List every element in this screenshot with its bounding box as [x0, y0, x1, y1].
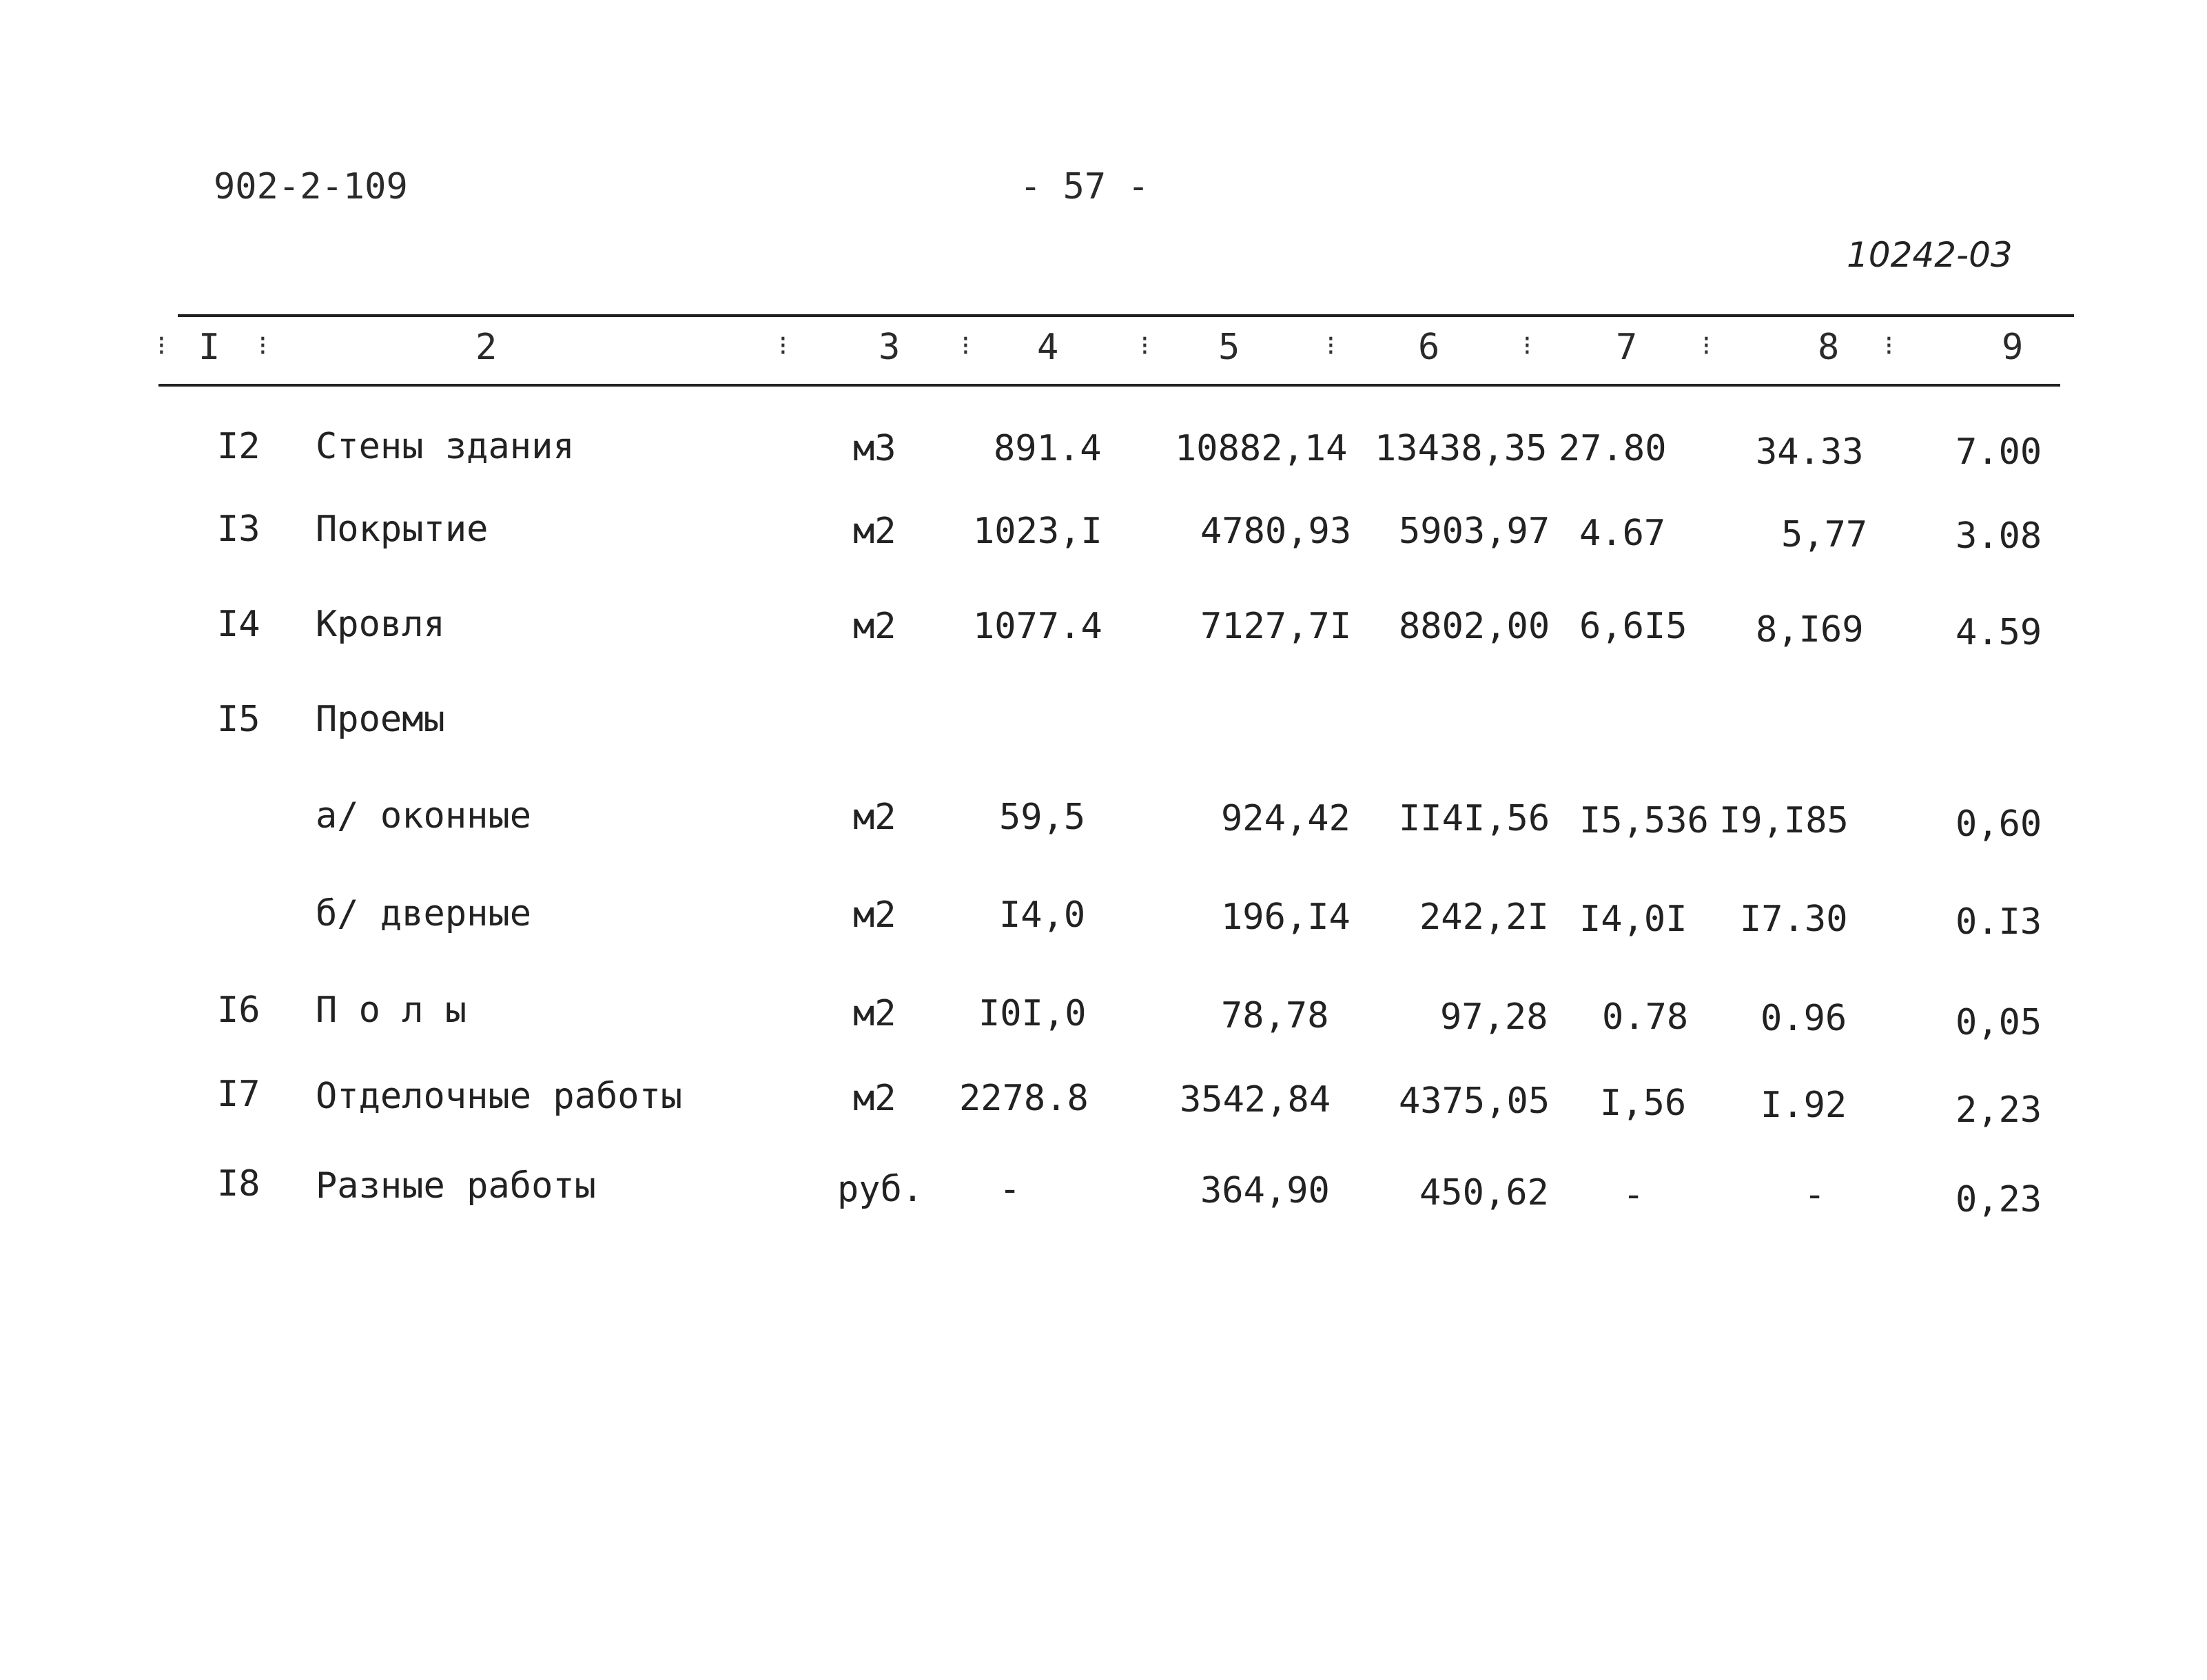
value-col9: 3.08	[1955, 515, 2042, 557]
value-col8: 8,I69	[1756, 609, 1864, 651]
value-col6: 8802,00	[1399, 606, 1550, 647]
value-col7: 27.80	[1559, 428, 1667, 469]
unit: м2	[853, 606, 896, 647]
unit: м2	[853, 797, 896, 838]
value-col4: 1077.4	[973, 606, 1102, 647]
value-col8: I7.30	[1740, 899, 1848, 940]
table-top-rule	[178, 314, 2074, 317]
value-col5: 924,42	[1221, 798, 1351, 839]
col-separator: ⁝	[779, 330, 788, 362]
col-separator: ⁝	[1885, 330, 1893, 362]
value-col8: 5,77	[1781, 514, 1868, 555]
value-col7: 0.78	[1602, 996, 1689, 1038]
document-code: 902-2-109	[214, 166, 408, 207]
col-separator: ⁝	[1326, 330, 1335, 362]
value-col7: 4.67	[1579, 513, 1666, 554]
value-col8: I9,I85	[1719, 800, 1849, 841]
value-col6: 4375,05	[1399, 1080, 1550, 1122]
value-col6: II4I,56	[1399, 798, 1550, 839]
col-header-8: 8	[1818, 327, 1840, 368]
value-col5: 78,78	[1221, 995, 1329, 1036]
unit: м3	[853, 428, 896, 469]
row-number: I2	[217, 426, 260, 467]
value-col8: I.92	[1761, 1085, 1847, 1126]
value-col9: 0,60	[1955, 803, 2042, 845]
archive-stamp-number: 10242-03	[1847, 235, 2013, 275]
value-col5: 364,90	[1200, 1170, 1330, 1211]
item-name: Стены здания	[316, 426, 575, 467]
col-separator: ⁝	[961, 330, 970, 362]
col-header-1: I	[198, 327, 220, 368]
unit: м2	[853, 1078, 896, 1119]
item-name: П о л ы	[316, 990, 467, 1031]
value-col4: -	[999, 1169, 1021, 1210]
col-header-2: 2	[475, 327, 497, 368]
item-name: Разные работы	[316, 1165, 596, 1207]
value-col5: 7127,7I	[1200, 606, 1352, 647]
value-col4: 891.4	[994, 428, 1102, 469]
row-number: I6	[217, 990, 260, 1031]
value-col9: 0,05	[1955, 1002, 2042, 1043]
item-name: б/ дверные	[316, 893, 532, 934]
row-number: I5	[217, 699, 260, 740]
col-header-7: 7	[1616, 327, 1638, 368]
value-col4: I0I,0	[978, 993, 1087, 1034]
value-col8: -	[1804, 1174, 1826, 1216]
row-number: I4	[217, 604, 260, 645]
value-col9: 0.I3	[1955, 901, 2042, 943]
value-col4: I4,0	[999, 894, 1086, 936]
row-number: I7	[217, 1074, 260, 1115]
value-col9: 7.00	[1955, 431, 2042, 473]
col-header-6: 6	[1418, 327, 1440, 368]
col-header-9: 9	[2002, 327, 2024, 368]
value-col6: 450,62	[1419, 1172, 1549, 1213]
item-name: Кровля	[316, 604, 445, 645]
value-col4: 59,5	[999, 797, 1086, 838]
col-header-5: 5	[1218, 327, 1240, 368]
value-col5: 3542,84	[1180, 1079, 1331, 1120]
col-header-4: 4	[1037, 327, 1059, 368]
page-number: - 57 -	[1020, 166, 1149, 207]
value-col5: 10882,14	[1175, 428, 1348, 469]
value-col7: I,56	[1600, 1083, 1687, 1124]
col-header-3: 3	[879, 327, 901, 368]
value-col5: 196,I4	[1221, 897, 1351, 938]
table-header-rule	[158, 384, 2060, 387]
value-col6: 13438,35	[1375, 428, 1548, 469]
value-col8: 0.96	[1761, 998, 1847, 1039]
value-col9: 2,23	[1955, 1089, 2042, 1131]
unit: руб.	[837, 1169, 924, 1210]
value-col4: 2278.8	[959, 1078, 1089, 1119]
col-separator: ⁝	[258, 330, 267, 362]
col-separator: ⁝	[157, 330, 166, 362]
row-number: I8	[217, 1163, 260, 1205]
value-col7: -	[1623, 1174, 1645, 1216]
col-separator: ⁝	[1140, 330, 1149, 362]
item-name: Отделочные работы	[316, 1076, 683, 1117]
value-col5: 4780,93	[1200, 511, 1352, 552]
col-separator: ⁝	[1702, 330, 1711, 362]
value-col8: 34.33	[1756, 431, 1864, 473]
unit: м2	[853, 993, 896, 1034]
unit: м2	[853, 511, 896, 552]
value-col9: 4.59	[1955, 612, 2042, 653]
item-name: Покрытие	[316, 509, 489, 550]
value-col7: 6,6I5	[1579, 606, 1687, 647]
col-separator: ⁝	[1523, 330, 1532, 362]
value-col6: 242,2I	[1419, 897, 1549, 938]
item-name: Проемы	[316, 699, 445, 740]
unit: м2	[853, 894, 896, 936]
value-col9: 0,23	[1955, 1179, 2042, 1220]
row-number: I3	[217, 509, 260, 550]
item-name: а/ оконные	[316, 795, 532, 837]
value-col4: 1023,I	[973, 511, 1102, 552]
value-col7: I4,0I	[1579, 899, 1687, 940]
value-col6: 97,28	[1440, 996, 1548, 1038]
value-col6: 5903,97	[1399, 511, 1550, 552]
value-col7: I5,536	[1579, 800, 1709, 841]
